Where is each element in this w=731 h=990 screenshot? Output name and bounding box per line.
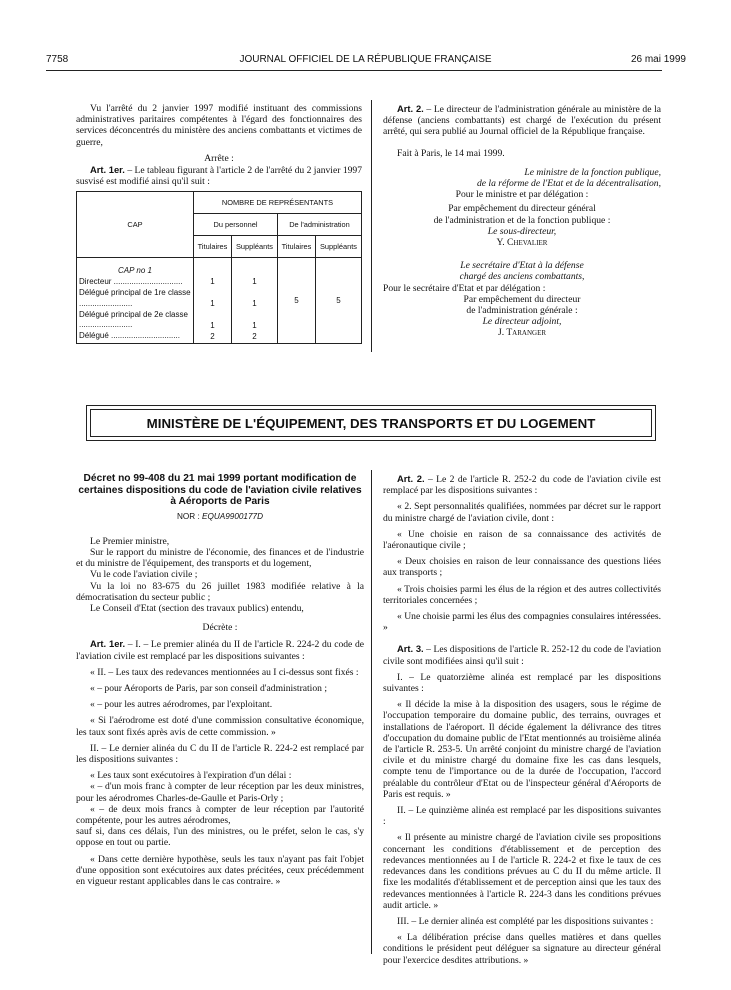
signature-line: Le sous-directeur, (487, 225, 557, 237)
suppleants-personnel (232, 258, 278, 343)
signatory-name: Y. Chevalier (496, 237, 548, 249)
fait-line: Fait à Paris, le 14 mai 1999. (397, 147, 505, 159)
article-label: Art. 3. (397, 643, 424, 655)
article-1 (76, 638, 364, 661)
cell-value: 2 (252, 331, 257, 341)
nor-label: NOR : (176, 511, 200, 521)
paragraph: « Si l'aérodrome est doté d'une commission consultative économique, les taux sont fixés après avis de cette commission. » (76, 715, 364, 738)
page-number: 7758 (46, 54, 69, 65)
signature-block-1 (383, 167, 661, 248)
sub-header: Titulaires (194, 236, 232, 258)
row-label: Délégué principal de 2e classe ........................ (79, 309, 188, 330)
article-text: – Le directeur de l'administration générale au ministère de la défense (anciens combattants) est chargé de l'exécution du présent arrêté, qui sera publié au Journal officiel de la République française. (383, 104, 661, 138)
ministry-banner: MINISTÈRE DE L'ÉQUIPEMENT, DES TRANSPORTS ET DU LOGEMENT (90, 409, 652, 437)
paragraph: « – de deux mois francs à compter de leur réception par l'autorité compétente, pour les autres aérodromes, (76, 803, 364, 826)
cell-value: 1 (252, 277, 257, 287)
signature-line: Par empêchement du directeur (463, 293, 581, 305)
sub-header: Suppléants (316, 236, 362, 258)
signature-line: Pour le secrétaire d'Etat et par délégation : (383, 282, 546, 294)
cell-value: 1 (252, 299, 257, 309)
paragraph: « Il présente au ministre chargé de l'aviation civile ses propositions concernant les conditions d'établissement et de perception des redevances mentionnées au I de l'article R. 224-2 et fixe le taux de ces redevances dans les conditions prévues au C du II du même article. Il fixe les modalités d'établissement et de perception ainsi que les taux des redevances mentionnées à l'article R. 224-3 dans les conditions prévues audit article. » (383, 832, 661, 911)
sub-header: Titulaires (277, 236, 315, 258)
representatives-table (76, 191, 362, 343)
cell-value: 1 (210, 277, 215, 287)
signature-line: chargé des anciens combattants, (459, 271, 585, 283)
article-text: – I. – Le premier alinéa du II de l'article R. 224-2 du code de l'aviation civile est remplacé par les dispositions suivantes : (76, 639, 365, 662)
signature-line: Par empêchement du directeur général (448, 203, 596, 215)
nor-value: EQUA9900177D (202, 511, 264, 521)
article-label: Art. 2. (397, 473, 425, 484)
article-label: Art. 1er. (90, 638, 126, 650)
paragraph: II. – Le quinzième alinéa est remplacé par les dispositions suivantes : (383, 805, 661, 828)
bottom-left-column (76, 473, 364, 887)
paragraph: « Dans cette dernière hypothèse, seuls les taux n'ayant pas fait l'objet d'une opposition sont exécutoires aux dates précitées, ceux précédemment en vigueur restant applicables dans le cas contraire. » (76, 853, 364, 887)
signature-line: de l'administration générale : (466, 305, 578, 317)
article-text: – Les dispositions de l'article R. 252-12 du code de l'aviation civile sont modifiées ainsi qu'il suit : (383, 644, 661, 667)
article-label: Art. 1er. (90, 164, 125, 176)
sub-header: Suppléants (232, 236, 278, 258)
article-2 (383, 103, 661, 138)
paragraph: Le Premier ministre, (90, 535, 170, 547)
row-label: Directeur ............................... (79, 277, 183, 287)
article-3 (383, 643, 661, 666)
signature-line: Le directeur adjoint, (482, 316, 562, 328)
table-row-labels (77, 258, 194, 343)
signature-line: Le secrétaire d'Etat à la défense (460, 260, 584, 272)
column-divider (371, 470, 372, 954)
signature-line: Le ministre de la fonction publique, (524, 166, 661, 178)
paragraph: Vu le code l'aviation civile ; (90, 569, 198, 581)
paragraph: « II. – Les taux des redevances mentionnées au I ci-dessus sont fixés : (90, 666, 359, 678)
signatory-name: J. Taranger (497, 327, 547, 339)
paragraph: sauf si, dans ces délais, l'un des ministres, ou le préfet, selon le cas, s'y oppose en tout ou partie. (76, 826, 364, 849)
row-label: Délégué principal de 1re classe ........................ (79, 288, 191, 308)
paragraph: Le Conseil d'Etat (section des travaux publics) entendu, (90, 602, 304, 614)
article-1 (76, 164, 362, 187)
signature-line: Pour le ministre et par délégation : (455, 189, 589, 201)
signature-block-2 (383, 260, 661, 338)
nombre-header: NOMBRE DE REPRÉSENTANTS (194, 192, 362, 214)
nor-reference (76, 511, 364, 522)
page-header (0, 54, 731, 68)
article-label: Art. 2. (397, 103, 424, 114)
titulaires-administration: 5 (277, 258, 315, 343)
arrete-heading: Arrête : (204, 152, 234, 164)
signature-line: de la réforme de l'Etat et de la décentralisation, (476, 178, 661, 190)
column-divider (371, 100, 372, 352)
article-text: – Le tableau figurant à l'article 2 de l'arrêté du 2 janvier 1997 susvisé est modifié ainsi qu'il suit : (76, 165, 363, 188)
personnel-header: Du personnel (194, 214, 278, 236)
paragraph: III. – Le dernier alinéa est complété par les dispositions suivantes : (397, 915, 654, 927)
top-left-column (76, 103, 362, 344)
article-2 (383, 473, 661, 496)
suppleants-administration: 5 (316, 258, 362, 343)
header-rule (46, 70, 662, 71)
decrete-heading: Décrète : (202, 622, 238, 634)
paragraph: « Les taux sont exécutoires à l'expiration d'un délai : (90, 770, 292, 782)
decree-title: Décret no 99-408 du 21 mai 1999 portant modification de certaines dispositions du code de l'aviation civile relatives à Aéroports de Paris (78, 473, 362, 507)
administration-header: De l'administration (277, 214, 361, 236)
row-label: Délégué ............................... (79, 331, 180, 341)
paragraph: « Il décide la mise à la disposition des usagers, sous le régime de l'occupation temporaire du domaine public, des terrains, ouvrages et installations de l'aéroport. Il décide également la délivrance des titres d'occupation du domaine public de l'Etat mentionnés au troisième alinéa de l'article R. 253-5. Un arrêté conjoint du ministre chargé de l'aviation civile et du ministre chargé du domaine fixe les cas dans lesquels, compte tenu de l'importance ou de la durée de l'occupation, l'accord préalable du contrôleur d'Etat ou de l'inspecteur général d'Aéroports de Paris est requis. » (383, 699, 661, 800)
paragraph: « Une choisie en raison de sa connaissance des activités de l'aéronautique civile ; (383, 528, 661, 552)
cell-value: 1 (252, 321, 257, 331)
top-right-column (383, 103, 661, 339)
paragraph: « Trois choisies parmi les élus de la région et des autres collectivités territoriales concernées ; (383, 583, 661, 606)
article-text: – Le 2 de l'article R. 252-2 du code de l'aviation civile est remplacé par les dispositions suivantes : (383, 474, 661, 497)
cell-value: 1 (210, 321, 215, 331)
paragraph: « Deux choisies en raison de leur connaissance des questions liées aux transports ; (383, 556, 661, 579)
paragraph: Vu la loi no 83-675 du 26 juillet 1983 modifiée relative à la démocratisation du secteur public ; (76, 580, 364, 603)
titulaires-personnel (194, 258, 232, 343)
paragraph: II. – Le dernier alinéa du C du II de l'article R. 224-2 est remplacé par les dispositions suivantes : (76, 742, 364, 765)
cell-value: 1 (210, 299, 215, 309)
issue-date: 26 mai 1999 (630, 54, 686, 65)
paragraph: « – pour Aéroports de Paris, par son conseil d'administration ; (90, 682, 328, 694)
group-title: CAP no 1 (118, 266, 152, 276)
journal-title: JOURNAL OFFICIEL DE LA RÉPUBLIQUE FRANÇAISE (239, 54, 492, 65)
bottom-right-column (383, 473, 661, 966)
cap-header: CAP (77, 192, 194, 258)
paragraph: « La délibération précise dans quelles matières et dans quelles conditions le président peut déléguer sa signature au directeur général pour l'exercice desdites attributions. » (383, 932, 661, 966)
paragraph: « – pour les autres aérodromes, par l'exploitant. (90, 699, 273, 711)
paragraph: « 2. Sept personnalités qualifiées, nommées par décret sur le rapport du ministre chargé de l'aviation civile, dont : (383, 501, 661, 524)
paragraph: Vu l'arrêté du 2 janvier 1997 modifié instituant des commissions administratives paritaires compétentes à l'égard des fonctionnaires des services déconcentrés du ministère des anciens combattants et victimes de guerre, (76, 103, 362, 148)
paragraph: Sur le rapport du ministre de l'économie, des finances et de l'industrie et du ministre de l'équipement, des transports et du logement, (76, 546, 364, 570)
paragraph: « Une choisie parmi les élus des compagnies consulaires intéressées. » (383, 611, 661, 634)
paragraph: « – d'un mois franc à compter de leur réception par les deux ministres, pour les aérodromes Charles-de-Gaulle et Paris-Orly ; (76, 781, 364, 804)
signature-line: de l'administration et de la fonction publique : (433, 214, 611, 226)
paragraph: I. – Le quatorzième alinéa est remplacé par les dispositions suivantes : (383, 671, 661, 695)
cell-value: 2 (210, 331, 215, 341)
